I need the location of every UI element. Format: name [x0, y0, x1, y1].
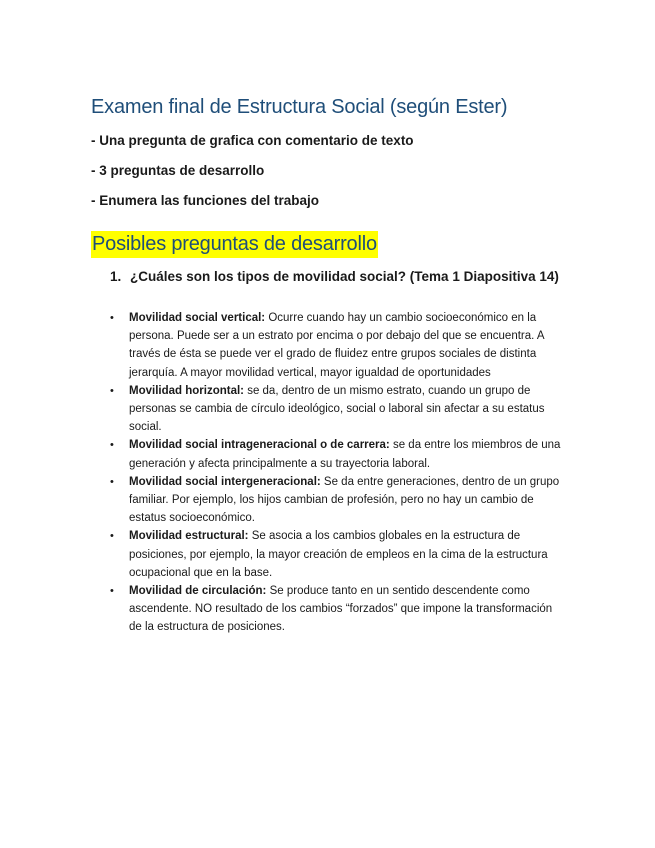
bullet-icon: • [110, 439, 114, 452]
bullet-item [110, 382, 565, 437]
bullet-item [110, 527, 565, 582]
bullet-icon: • [110, 384, 114, 397]
bullet-icon: • [110, 312, 114, 324]
bullet-term: Movilidad social vertical: [129, 312, 266, 324]
bullet-text: Se produce tanto en un sentido descendente como ascendente. NO resultado de los cambios “forzados” que impone la transformación de la estructura de posiciones. [129, 585, 553, 634]
answer-bullet-list [110, 309, 565, 637]
document-title: Examen final de Estructura Social (según Ester) [91, 96, 508, 118]
question-number: 1. [110, 269, 122, 284]
question-text: ¿Cuáles son los tipos de movilidad social? (Tema 1 Diapositiva 14) [130, 269, 559, 284]
bullet-text: se da entre los miembros de una generación y afecta principalmente a su trayectoria laboral. [129, 439, 561, 470]
bullet-item [110, 436, 565, 472]
summary-item: - 3 preguntas de desarrollo [91, 163, 265, 178]
bullet-icon: • [110, 475, 114, 488]
bullet-item [110, 582, 565, 637]
section-heading: Posibles preguntas de desarrollo [91, 231, 378, 258]
bullet-text: Se da entre generaciones, dentro de un grupo familiar. Por ejemplo, los hijos cambian de profesión, pero no hay un cambio de estatus socioeconómico. [129, 475, 560, 525]
bullet-term: Movilidad estructural: [129, 530, 249, 543]
bullet-term: Movilidad de circulación: [129, 585, 267, 598]
bullet-term: Movilidad social intergeneracional: [129, 475, 321, 488]
bullet-item [110, 309, 565, 382]
bullet-icon: • [110, 585, 114, 598]
summary-item: - Una pregunta de grafica con comentario de texto [91, 133, 414, 148]
question-item [110, 266, 570, 288]
bullet-text: Se asocia a los cambios globales en la estructura de posiciones, por ejemplo, la mayor creación de empleos en la cima de la estructura ocupacional que en la base. [129, 530, 548, 579]
summary-item: - Enumera las funciones del trabajo [91, 193, 320, 208]
bullet-term: Movilidad social intrageneracional o de carrera: [129, 439, 390, 452]
exam-summary-list [91, 132, 414, 222]
bullet-term: Movilidad horizontal: [129, 384, 244, 397]
bullet-item [110, 473, 565, 528]
bullet-text: se da, dentro de un mismo estrato, cuando un grupo de personas se cambia de círculo ideológico, social o laboral sin afectar a su estatus social. [129, 384, 545, 434]
bullet-icon: • [110, 530, 114, 543]
bullet-text: Ocurre cuando hay un cambio socioeconómico en la persona. Puede ser a un estrato por encima o por debajo del que se encuentra. A través de ésta se puede ver el grado de fluidez entre grupos sociales de distinta jerarquía. A mayor movilidad vertical, mayor igualdad de oportunidades [129, 312, 544, 379]
